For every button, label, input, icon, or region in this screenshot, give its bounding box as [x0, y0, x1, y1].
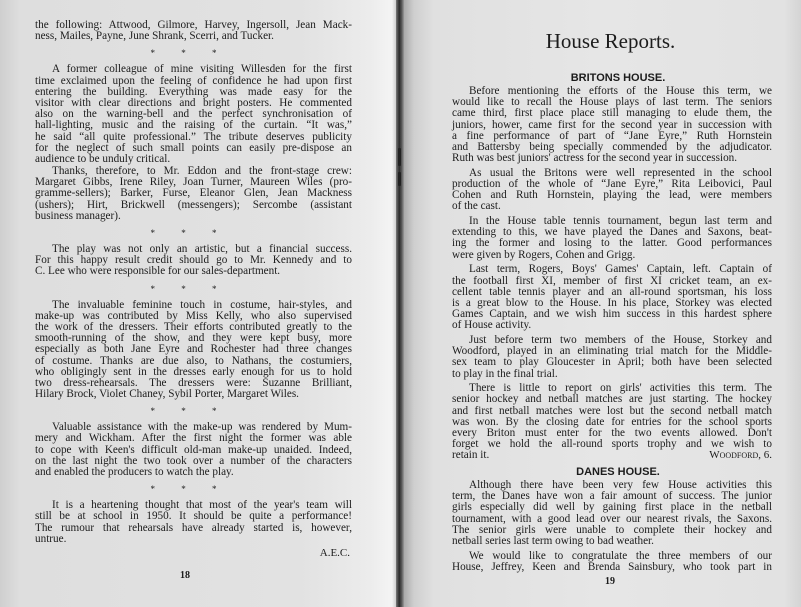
paragraph — [35, 422, 352, 478]
text-line: Valuable assistance with the make-up was rendered by Mum- — [52, 421, 352, 434]
binding-mark — [398, 148, 401, 166]
text-line: and enabled the producers to watch the play. — [35, 466, 234, 478]
paragraph — [35, 300, 352, 401]
text-line: to cope with Keen's difficult old-man make-up unaided. Indeed, — [35, 443, 352, 456]
text-line: two dress-rehearsals. The dressers were: Suzanne Brilliant, — [35, 376, 352, 389]
page-number: 19 — [605, 576, 615, 587]
text-line: As usual the Britons were well represented in the school — [469, 166, 772, 179]
text-line: (ushers); Hirt, Brickwell (messengers); Sercombe (assistant — [35, 198, 352, 211]
text-line: term, the Danes have won a fair amount of success. The junior — [452, 490, 772, 503]
text-line: visitor with clear directions and bright posters. He commented — [35, 96, 352, 109]
text-line: For this happy result credit should go to Mr. Kennedy and to — [35, 254, 352, 267]
text-line: senior hockey and netball matches are just starting. The hockey — [452, 393, 772, 406]
text-line: Before mentioning the efforts of the House this term, we — [469, 85, 772, 97]
text-line: There is little to report on girls' activities this term. The — [469, 382, 772, 395]
paragraph — [35, 20, 352, 42]
text-line: forget we hold the all-round sports trophy and we wish to — [452, 438, 772, 451]
text-line: and first netball matches were lost but the second netball match — [452, 404, 772, 417]
text-line: were given by Rogers, Cohen and Grigg. — [452, 248, 636, 261]
paragraph — [452, 551, 772, 573]
left-page-text — [35, 20, 352, 560]
text-line: gramme-sellers); Barker, Furse, Eleanor Glen, Jean Mackness — [35, 187, 352, 200]
text-line: The invaluable feminine touch in costume, hair-styles, and — [52, 298, 352, 311]
text-line: untrue. — [35, 532, 67, 545]
text-line: mery and Wickham. After the first night the former was able — [35, 432, 352, 445]
text-line: Ruth was best juniors' actress for the second year in succession. — [452, 152, 738, 165]
text-line: Just before term two members of the House, Storkey and — [469, 333, 772, 346]
paragraph — [35, 244, 352, 278]
text-line: he said “all quite professional.” The tribute deserves publicity — [35, 130, 352, 143]
text-line: the following: Attwood, Gilmore, Harvey, Ingersoll, Jean Mack- — [35, 19, 352, 31]
text-line: Margaret Gibbs, Irene Riley, Joan Turner, Maureen Wiles (pro- — [35, 176, 352, 189]
page-number: 18 — [180, 570, 190, 581]
text-line: Woodford, played in an eliminating trial match for the Middle- — [452, 345, 772, 358]
right-page — [404, 0, 801, 607]
text-line: and Battersby being specially commended by the adjudicator. — [452, 140, 772, 153]
section-divider: * * * — [150, 228, 217, 238]
text-line: came third, first place place still managing to elude them, the — [452, 107, 772, 120]
text-line: Games Captain, and we wish him success in this hardest sphere — [452, 308, 772, 321]
text-line: House, Jeffrey, Keen and Brenda Sainsbury, who took part in — [452, 560, 772, 573]
text-line: every Briton must enter for the two events allowed. Don't — [452, 426, 772, 439]
text-line: netball series last term owing to bad weather. — [452, 534, 654, 547]
book-gutter — [396, 0, 404, 607]
paragraph — [35, 64, 352, 165]
text-line: the work of the dressers. Their efforts contributed greatly to the — [35, 320, 352, 333]
text-line: for the neglect of such small points can easily pre-dispose an — [35, 141, 352, 154]
text-line: ing the former and losing to the latter. Good performances — [452, 237, 772, 250]
text-line: hall-lighting, music and the raising of the curtain. “It was,” — [35, 119, 352, 132]
text-line: girls especially did well by gaining first place in the netball — [452, 501, 772, 514]
binding-mark — [398, 172, 401, 186]
text-line: sex team to play Gloucester in April; both have been selected — [452, 356, 772, 369]
text-line: extending to this, we have played the Danes and Saxons, beat- — [452, 226, 772, 239]
text-line: of costume. Thanks are due also, to Nathans, the costumiers, — [35, 354, 352, 367]
text-line: Last term, Rogers, Boys' Games' Captain, left. Captain of — [469, 263, 772, 276]
paragraph — [35, 500, 352, 545]
paragraph — [452, 86, 772, 164]
paragraph — [452, 168, 772, 213]
text-line: production of the whole of “Jane Eyre,” Rita Leibovici, Paul — [452, 178, 772, 190]
text-line: also on the warning-bell and the perfect synchronisation of — [35, 108, 352, 121]
text-line: Cohen and Ruth Hornstein, playing the lead, were members — [452, 189, 772, 202]
text-line: Hilary Brock, Violet Chaney, Sybil Porter, Margaret Wiles. — [35, 388, 299, 401]
paragraph — [452, 383, 772, 461]
text-line: business manager). — [35, 209, 121, 222]
text-line: ness, Mailes, Payne, June Shrank, Scerri, and Tucker. — [35, 30, 274, 43]
paragraph — [452, 335, 772, 380]
text-line: entering the building. Everything was made easy for the — [35, 85, 352, 98]
text-line: retain it. — [452, 449, 490, 462]
section-divider: * * * — [150, 283, 217, 294]
page-title: House Reports. — [545, 29, 676, 53]
text-line: the football first XI, member of first XI cricket team, an ex- — [452, 274, 772, 287]
text-line: cellent table tennis player and an all-round sportsman, his loss — [452, 285, 772, 298]
text-line: We would like to congratulate the three members of our — [469, 549, 772, 562]
text-line-with-signature — [452, 450, 772, 461]
paragraph — [452, 216, 772, 261]
text-line: In the House table tennis tournament, begun last term and — [469, 215, 772, 228]
text-line: A former colleague of mine visiting Willesden for the first — [52, 63, 352, 76]
text-line: audience to be unduly critical. — [35, 152, 171, 165]
text-line: still be at school in 1950. It should be quite a performance! — [35, 510, 352, 523]
text-line: is a great blow to the House. In his place, Storkey was elected — [452, 296, 772, 309]
text-line: a fine performance of part of “Jane Eyre,” Ruth Hornstein — [452, 129, 772, 142]
text-line: The rumour that rehearsals have already started is, however, — [35, 521, 352, 534]
text-line: to play in the final trial. — [452, 367, 558, 380]
text-line: of House activity. — [452, 319, 532, 332]
text-line: of the cast. — [452, 200, 501, 213]
section-divider: * * * — [150, 484, 217, 495]
right-page-text — [452, 71, 772, 577]
text-line: The play was not only an artistic, but a financial success. — [52, 243, 352, 255]
text-line: would like to recall the House plays of last term. The seniors — [452, 96, 772, 109]
text-line: smooth-running of the show, and they were kept busy, more — [35, 332, 352, 345]
text-line: who obligingly sent in the dresses early enough for us to hold — [35, 365, 352, 378]
paragraph — [452, 480, 772, 547]
text-line: make-up was contributed by Miss Kelly, who also supervised — [35, 309, 352, 322]
text-line: was won. By the closing date for entries for the school sports — [452, 415, 772, 428]
text-line: The senior girls were unable to complete their hockey and — [452, 523, 772, 536]
text-line: Thanks, therefore, to Mr. Eddon and the front-stage crew: — [52, 165, 352, 178]
left-page — [0, 0, 398, 607]
paragraph — [452, 264, 772, 331]
text-line: juniors, hower, came first for the second year in succession with — [452, 118, 772, 131]
author-signature: Woodford, 6. — [709, 449, 772, 462]
text-line: It is a heartening thought that most of the year's team will — [52, 499, 352, 512]
section-heading: BRITONS HOUSE. — [570, 72, 666, 84]
text-line: on the last night the two took over a number of the characters — [35, 454, 352, 467]
text-line: especially as both Jane Eyre and Rochester had three changes — [35, 343, 352, 356]
author-signature: A.E.C. — [319, 546, 350, 559]
text-line: C. Lee who were responsible for our sales-department. — [35, 265, 281, 278]
section-divider: * * * — [150, 406, 217, 417]
text-line: tournament, with a good lead over our nearest rivals, the Saxons. — [452, 512, 772, 525]
text-line: Although there have been very few House activities this — [469, 479, 772, 491]
paragraph — [35, 166, 352, 222]
section-heading: DANES HOUSE. — [576, 466, 660, 478]
section-divider: * * * — [150, 48, 217, 59]
text-line: time exclaimed upon the feeling of confidence he had upon first — [35, 74, 352, 87]
